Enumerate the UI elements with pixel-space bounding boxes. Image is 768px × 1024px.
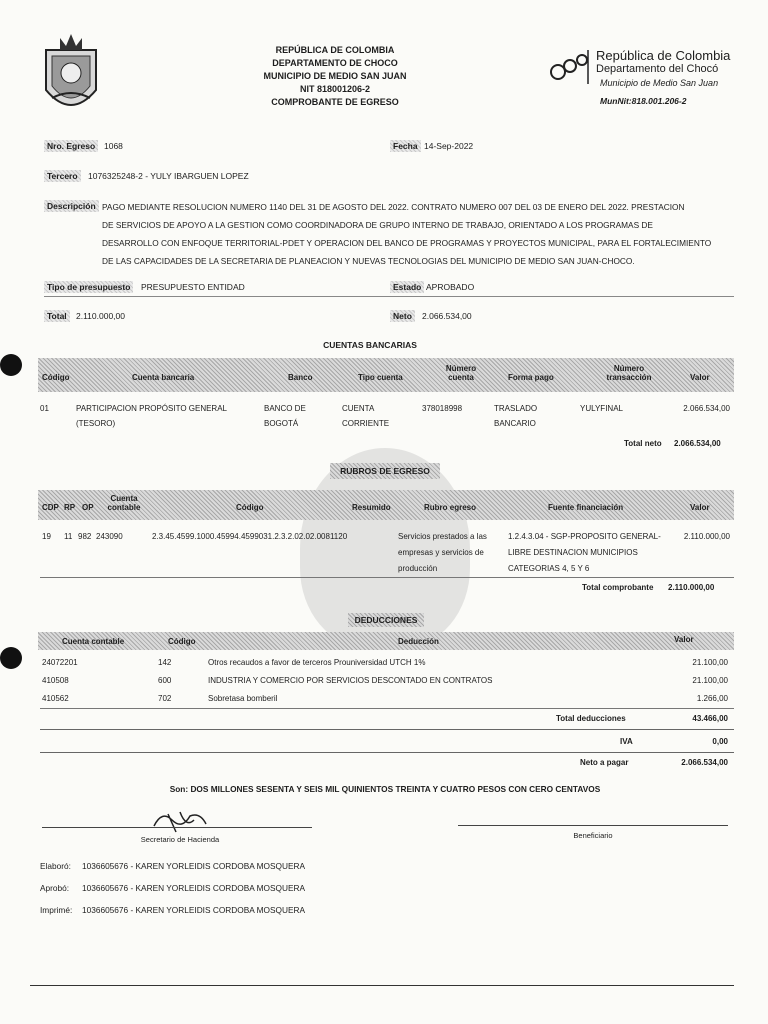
neto-value: 2.066.534,00 xyxy=(422,311,472,321)
signature-line-beneficiario xyxy=(458,825,728,826)
tercero-label: Tercero xyxy=(44,170,81,182)
ded-codigo-1: 142 xyxy=(158,658,172,667)
signature-scribble-icon xyxy=(150,806,210,836)
rubro-fuente-1: 1.2.4.3.04 - SGP-PROPOSITO GENERAL- xyxy=(508,532,661,541)
fecha-value: 14-Sep-2022 xyxy=(424,141,474,151)
rubro-cdp: 19 xyxy=(42,532,51,541)
imprime-value: 1036605676 - KAREN YORLEIDIS CORDOBA MOSQUERA xyxy=(82,905,306,915)
elaboro-label: Elaboró: xyxy=(40,861,71,871)
col-deduccion: Deducción xyxy=(398,637,439,646)
logo-nit: MunNit:818.001.206-2 xyxy=(600,96,687,106)
rubro-desc-3: producción xyxy=(398,564,438,573)
iva-label: IVA xyxy=(620,737,633,746)
header-line-5: COMPROBANTE DE EGRESO xyxy=(271,97,399,107)
logo-line-2: Departamento del Chocó xyxy=(596,63,719,75)
ded-codigo-2: 600 xyxy=(158,676,172,685)
divider xyxy=(40,708,734,709)
row-forma-2: BANCARIO xyxy=(494,419,536,428)
descripcion-line-1: PAGO MEDIANTE RESOLUCION NUMERO 1140 DEL 31 DE AGOSTO DEL 2022. CONTRATO NUMERO 007 DEL 03 DE ENERO DEL 2022. PRESTACION xyxy=(102,202,685,212)
col-numero-transaccion: Número transacción xyxy=(606,364,652,382)
col-tipo-cuenta: Tipo cuenta xyxy=(358,373,403,382)
secretario-label: Secretario de Hacienda xyxy=(140,835,220,844)
rubro-desc-2: empresas y servicios de xyxy=(398,548,484,557)
total-comprobante-value: 2.110.000,00 xyxy=(668,583,715,592)
rubro-rp: 11 xyxy=(64,532,73,541)
col-valor: Valor xyxy=(690,373,710,382)
header-line-1: REPÚBLICA DE COLOMBIA xyxy=(275,45,395,55)
col-rp: RP xyxy=(64,503,76,512)
amount-in-words: Son: DOS MILLONES SESENTA Y SEIS MIL QUINIENTOS TREINTA Y CUATRO PESOS CON CERO CENTAVOS xyxy=(169,784,601,794)
punch-hole-bottom xyxy=(0,647,22,669)
col-op: OP xyxy=(82,503,94,512)
col-codigo-rubro: Código xyxy=(236,503,264,512)
col-banco: Banco xyxy=(288,373,313,382)
beneficiario-label: Beneficiario xyxy=(573,831,613,840)
col-valor-ded: Valor xyxy=(674,635,694,644)
total-deducciones-value: 43.466,00 xyxy=(692,714,728,723)
neto-pagar-label: Neto a pagar xyxy=(580,758,629,767)
total-neto-value: 2.066.534,00 xyxy=(674,439,721,448)
flower-emblem-icon xyxy=(548,48,594,88)
total-label: Total xyxy=(44,310,70,322)
ded-desc-3: Sobretasa bomberil xyxy=(208,694,278,703)
tercero-value: 1076325248-2 - YULY IBARGUEN LOPEZ xyxy=(88,171,249,181)
rubro-cuenta: 243090 xyxy=(96,532,123,541)
col-rubro-egreso: Rubro egreso xyxy=(424,503,477,512)
col-codigo-ded: Código xyxy=(168,637,196,646)
cuentas-bancarias-title: CUENTAS BANCARIAS xyxy=(323,340,417,350)
total-value: 2.110.000,00 xyxy=(76,311,125,321)
row-tipo-2: CORRIENTE xyxy=(342,419,390,428)
ded-cuenta-3: 410562 xyxy=(42,694,69,703)
col-cdp: CDP xyxy=(42,503,59,512)
estado-value: APROBADO xyxy=(426,282,475,292)
total-deducciones-label: Total deducciones xyxy=(556,714,626,723)
row-numero: 378018998 xyxy=(422,404,463,413)
fecha-label: Fecha xyxy=(390,140,421,152)
row-forma-1: TRASLADO xyxy=(494,404,538,413)
rubro-valor: 2.110.000,00 xyxy=(683,532,730,541)
rubro-fuente-3: CATEGORIAS 4, 5 Y 6 xyxy=(508,564,590,573)
logo-line-3: Municipio de Medio San Juan xyxy=(600,78,719,88)
signature-line-secretario xyxy=(42,827,312,828)
rubro-op: 982 xyxy=(78,532,92,541)
rubro-fuente-2: LIBRE DESTINACION MUNICIPIOS xyxy=(508,548,638,557)
tipo-presupuesto-value: PRESUPUESTO ENTIDAD xyxy=(141,282,245,292)
aprobo-value: 1036605676 - KAREN YORLEIDIS CORDOBA MOSQUERA xyxy=(82,883,306,893)
punch-hole-top xyxy=(0,354,22,376)
rubros-title: RUBROS DE EGRESO xyxy=(340,466,430,476)
header-line-3: MUNICIPIO DE MEDIO SAN JUAN xyxy=(263,71,407,81)
estado-label: Estado xyxy=(390,281,424,293)
col-cuenta-bancaria: Cuenta bancaria xyxy=(132,373,195,382)
descripcion-text xyxy=(102,198,728,270)
ded-desc-1: Otros recaudos a favor de terceros Prouniversidad UTCH 1% xyxy=(208,658,426,667)
right-header-logo xyxy=(548,48,738,108)
descripcion-line-4: DE LAS CAPACIDADES DE LA SECRETARIA DE PLANEACION Y NUEVAS TECNOLOGIAS DEL MUNICIPIO DE MEDIO SAN JUAN-CHOCO. xyxy=(102,256,635,266)
row-cuenta-1: PARTICIPACION PROPÓSITO GENERAL xyxy=(76,404,227,413)
header-line-2: DEPARTAMENTO DE CHOCO xyxy=(272,58,398,68)
ded-valor-2: 21.100,00 xyxy=(692,676,728,685)
divider xyxy=(40,577,734,578)
nro-egreso-label: Nro. Egreso xyxy=(44,140,98,152)
aprobo-label: Aprobó: xyxy=(40,883,70,893)
ded-codigo-3: 702 xyxy=(158,694,172,703)
ded-cuenta-2: 410508 xyxy=(42,676,69,685)
col-numero-cuenta: Número cuenta xyxy=(445,364,477,382)
total-comprobante-label: Total comprobante xyxy=(582,583,654,592)
rubro-desc-1: Servicios prestados a las xyxy=(398,532,487,541)
tipo-presupuesto-label: Tipo de presupuesto xyxy=(44,281,133,293)
ded-valor-1: 21.100,00 xyxy=(692,658,728,667)
municipal-shield-logo xyxy=(38,28,104,120)
col-fuente: Fuente financiación xyxy=(548,503,624,512)
header-line-4: NIT 818001206-2 xyxy=(299,84,371,94)
row-codigo: 01 xyxy=(40,404,49,413)
divider xyxy=(44,296,734,297)
neto-label: Neto xyxy=(390,310,415,322)
row-tipo-1: CUENTA xyxy=(342,404,375,413)
descripcion-line-2: DE SERVICIOS DE APOYO A LA GESTION COMO COORDINADORA DE GRUPO INTERNO DE TRABAJO, ORIENTADO A LOS PROGRAMAS DE xyxy=(102,220,653,230)
iva-value: 0,00 xyxy=(712,737,728,746)
elaboro-value: 1036605676 - KAREN YORLEIDIS CORDOBA MOSQUERA xyxy=(82,861,306,871)
row-valor: 2.066.534,00 xyxy=(683,404,730,413)
imprime-label: Imprimé: xyxy=(40,905,73,915)
ded-cuenta-1: 24072201 xyxy=(42,658,78,667)
footer-line xyxy=(30,985,734,986)
divider xyxy=(40,729,734,730)
col-forma-pago: Forma pago xyxy=(508,373,554,382)
divider xyxy=(40,752,734,753)
row-banco-1: BANCO DE xyxy=(264,404,306,413)
col-cuenta-contable: Cuenta contable xyxy=(107,494,141,512)
document-header xyxy=(230,44,440,109)
descripcion-label: Descripción xyxy=(44,200,99,212)
deducciones-title: DEDUCCIONES xyxy=(354,615,418,625)
col-resumido: Resumido xyxy=(352,503,391,512)
logo-line-1: República de Colombia xyxy=(596,48,731,63)
deducciones-header-row xyxy=(38,632,734,650)
col-codigo: Código xyxy=(42,373,70,382)
row-banco-2: BOGOTÁ xyxy=(264,419,299,428)
ded-desc-2: INDUSTRIA Y COMERCIO POR SERVICIOS DESCONTADO EN CONTRATOS xyxy=(208,676,493,685)
total-neto-label: Total neto xyxy=(624,439,662,448)
rubro-codigo: 2.3.45.4599.1000.45994.4599031.2.3.2.02.02.0081120 xyxy=(152,532,348,541)
ded-valor-3: 1.266,00 xyxy=(696,694,728,703)
col-cuenta-contable-ded: Cuenta contable xyxy=(62,637,125,646)
nro-egreso-value: 1068 xyxy=(104,141,123,151)
neto-pagar-value: 2.066.534,00 xyxy=(681,758,728,767)
row-transaccion: YULYFINAL xyxy=(580,404,623,413)
row-cuenta-2: (TESORO) xyxy=(76,419,116,428)
descripcion-line-3: DESARROLLO CON ENFOQUE TERRITORIAL-PDET Y OPERACION DEL BANCO DE PROGRAMAS Y PROYECTOS MUNICIPAL, PARA EL FORTALECIMIENTO xyxy=(102,238,712,248)
col-valor-rubro: Valor xyxy=(690,503,710,512)
